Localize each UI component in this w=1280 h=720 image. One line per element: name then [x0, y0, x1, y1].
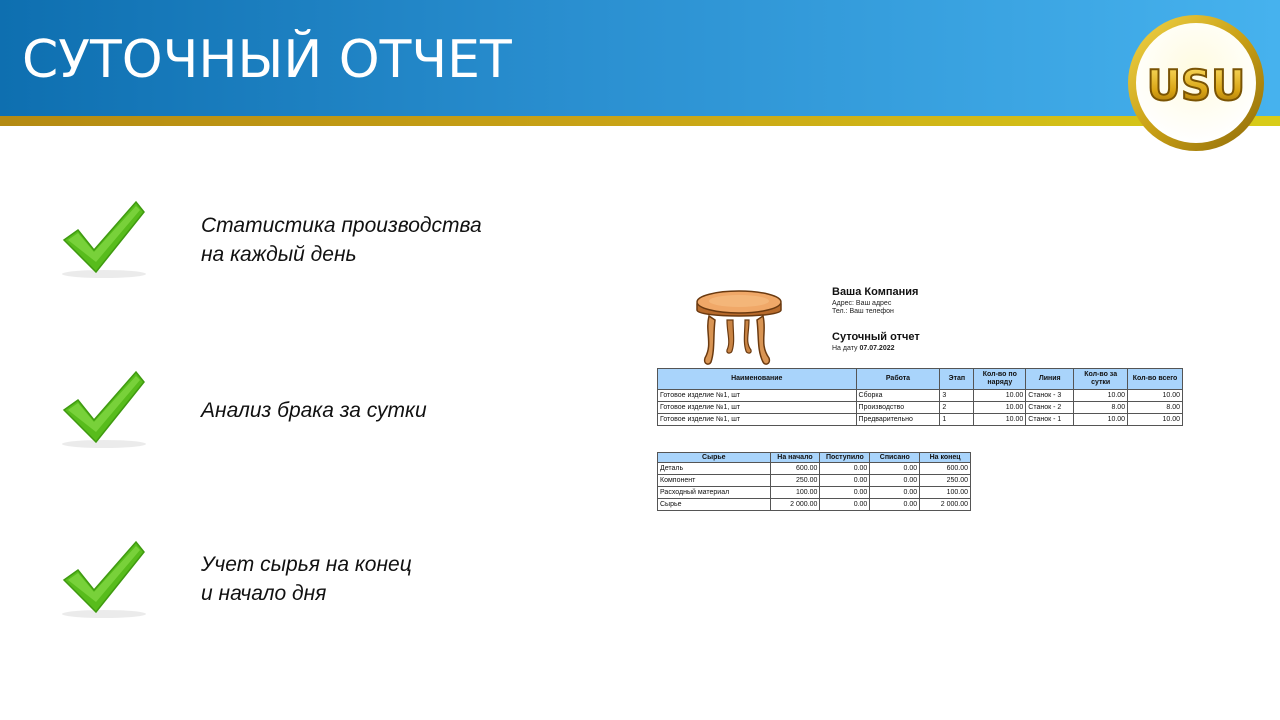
daily-report-preview [657, 280, 1187, 520]
table-row: Компонент 250.00 0.00 0.00 250.00 [658, 475, 971, 487]
column-header: Наименование [658, 369, 857, 390]
round-table-icon [691, 286, 787, 370]
table-row: Сырье 2 000.00 0.00 0.00 2 000.00 [658, 499, 971, 511]
column-header: Кол-во всего [1128, 369, 1183, 390]
production-table [657, 368, 1183, 426]
materials-table [657, 452, 971, 511]
company-name: Ваша Компания [832, 286, 919, 298]
checkmark-icon [56, 536, 152, 622]
header-gold-band [0, 116, 1280, 126]
logo-text: USU [1146, 61, 1246, 110]
usu-logo [1125, 12, 1267, 154]
column-header: Работа [856, 369, 940, 390]
bullet-text-2: Анализ брака за сутки [201, 399, 427, 422]
table-row: Деталь 600.00 0.00 0.00 600.00 [658, 463, 971, 475]
table-header-row [658, 453, 971, 463]
column-header: На начало [770, 453, 820, 463]
column-header: Этап [940, 369, 974, 390]
column-header: Поступило [820, 453, 870, 463]
report-title: Суточный отчет [832, 331, 920, 343]
table-row: Готовое изделие №1, шт Предварительно 1 10.00 Станок - 1 10.00 10.00 [658, 414, 1183, 426]
slide-title: СУТОЧНЫЙ ОТЧЕТ [22, 30, 512, 90]
column-header: Сырье [658, 453, 771, 463]
column-header: Кол-во за сутки [1074, 369, 1128, 390]
company-address: Адрес: Ваш адрес [832, 300, 892, 307]
bullet-text-3: Учет сырья на конец и начало дня [201, 553, 412, 605]
table-header-row [658, 369, 1183, 390]
checkmark-icon [56, 366, 152, 452]
column-header: На конец [920, 453, 971, 463]
column-header: Списано [870, 453, 920, 463]
company-phone: Тел.: Ваш телефон [832, 308, 894, 315]
table-row: Готовое изделие №1, шт Сборка 3 10.00 Станок - 3 10.00 10.00 [658, 390, 1183, 402]
column-header: Линия [1026, 369, 1074, 390]
report-date: На дату 07.07.2022 [832, 345, 895, 352]
bullet-text-1: Статистика производства на каждый день [201, 214, 482, 266]
table-row: Расходный материал 100.00 0.00 0.00 100.00 [658, 487, 971, 499]
table-row: Готовое изделие №1, шт Производство 2 10.00 Станок - 2 8.00 8.00 [658, 402, 1183, 414]
checkmark-icon [56, 196, 152, 282]
column-header: Кол-во по наряду [974, 369, 1026, 390]
